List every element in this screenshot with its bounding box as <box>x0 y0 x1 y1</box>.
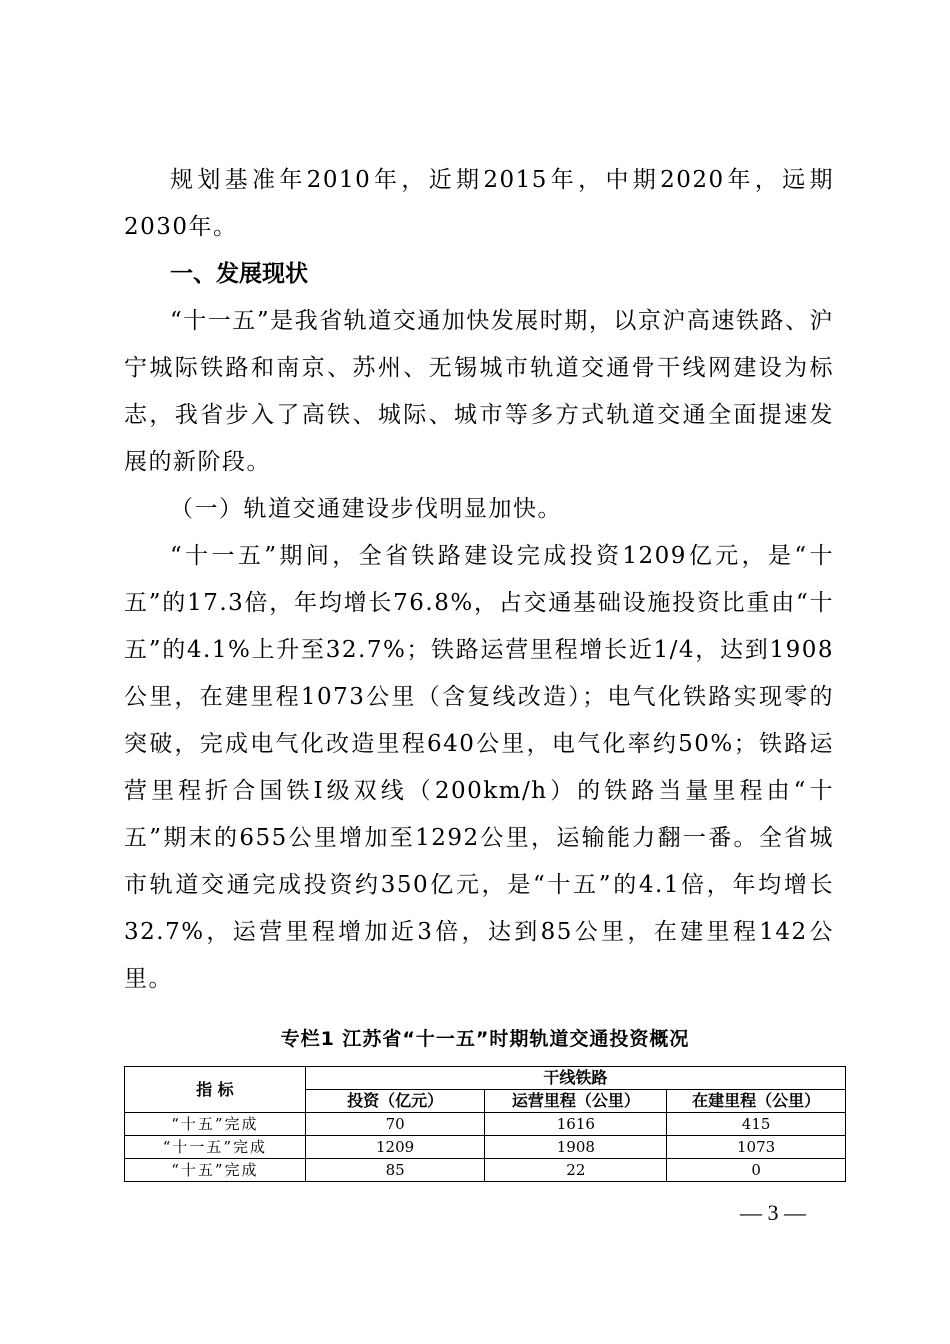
cell-investment: 85 <box>305 1159 485 1182</box>
paragraph-overview: “十一五”是我省轨道交通加快发展时期，以京沪高速铁路、沪宁城际铁路和南京、苏州、无锡城市轨道交通骨干线网建设为标志，我省步入了高铁、城际、城市等多方式轨道交通全面提速发展的新阶段。 <box>124 308 834 475</box>
cell-investment: 1209 <box>305 1136 485 1159</box>
row-label: “十五”完成 <box>125 1113 306 1136</box>
cell-construction-mileage: 1073 <box>667 1136 846 1159</box>
section-heading: 一、发展现状 <box>170 261 308 287</box>
paragraph-statistics: “十一五”期间，全省铁路建设完成投资1209亿元，是“十五”的17.3倍，年均增长76.8%，占交通基础设施投资比重由“十五”的4.1%上升至32.7%；铁路运营里程增长近1/4，达到1908公里，在建里程1073公里（含复线改造）；电气化铁路实现零的突破，完成电气化改造里程640公里，电气化率约50%；铁路运营里程折合国铁I级双线（200km/h）的铁路当量里程由“十五”期末的655公里增加至1292公里，运输能力翻一番。全省城市轨道交通完成投资约350亿元，是“十五”的4.1倍，年均增长32.7%，运营里程增加近3倍，达到85公里，在建里程142公里。 <box>124 543 834 992</box>
header-operating-mileage: 运营里程（公里） <box>485 1090 667 1113</box>
paragraph-planning-years: 规划基准年2010年，近期2015年，中期2020年，远期2030年。 <box>124 167 834 240</box>
page-number: — 3 — <box>740 1200 806 1225</box>
header-indicator: 指 标 <box>125 1067 306 1113</box>
paragraph-subheading: （一）轨道交通建设步伐明显加快。 <box>170 496 562 522</box>
investment-table <box>124 1066 846 1182</box>
header-trunk-railway: 干线铁路 <box>305 1067 845 1090</box>
cell-investment: 70 <box>305 1113 485 1136</box>
header-construction-mileage: 在建里程（公里） <box>667 1090 846 1113</box>
table-caption: 专栏1 江苏省“十一五”时期轨道交通投资概况 <box>280 1028 690 1050</box>
row-label: “十五”完成 <box>125 1159 306 1182</box>
row-label: “十一五”完成 <box>125 1136 306 1159</box>
cell-construction-mileage: 0 <box>667 1159 846 1182</box>
cell-operating-mileage: 1908 <box>485 1136 667 1159</box>
cell-operating-mileage: 22 <box>485 1159 667 1182</box>
table-row <box>125 1113 846 1136</box>
cell-operating-mileage: 1616 <box>485 1113 667 1136</box>
table-header-row <box>125 1067 846 1090</box>
body-text <box>124 157 834 1003</box>
header-investment: 投资（亿元） <box>305 1090 485 1113</box>
cell-construction-mileage: 415 <box>667 1113 846 1136</box>
table-row <box>125 1136 846 1159</box>
table-row <box>125 1159 846 1182</box>
